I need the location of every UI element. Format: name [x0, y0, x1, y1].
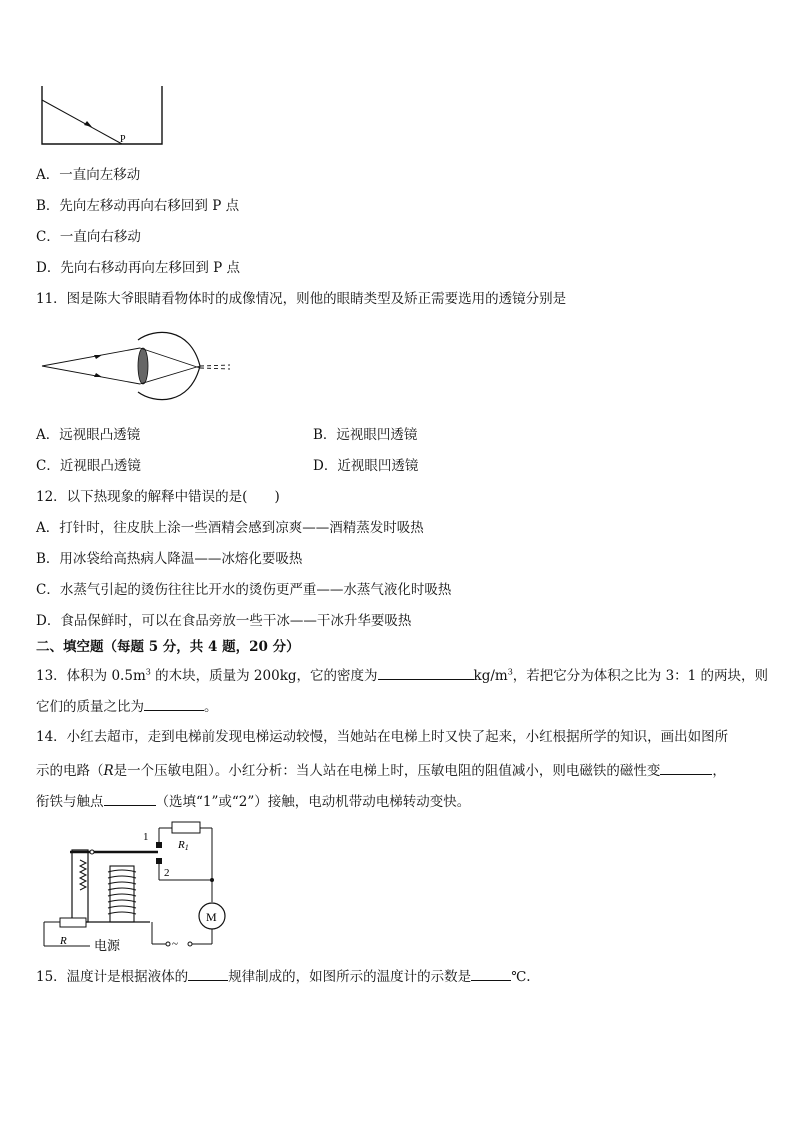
motor-label: M — [206, 910, 217, 924]
q13-part3: ，若把它分为体积之比为 3：1 的两块，则 — [512, 668, 769, 684]
q11-option-d: D．近视眼凹透镜 — [313, 458, 419, 474]
spring-icon — [80, 860, 86, 890]
ray-inner-lower — [140, 366, 200, 384]
q10-option-b: B．先向左移动再向右移回到 P 点 — [36, 198, 240, 214]
q14-contact-blank[interactable] — [104, 791, 156, 806]
ray-upper-arrow-icon — [94, 355, 102, 359]
q14-circuit-figure — [40, 818, 240, 953]
q13-mass-ratio-blank[interactable] — [144, 696, 204, 711]
point-p-label: P — [120, 134, 126, 145]
q10-option-a: A．一直向左移动 — [36, 167, 141, 183]
junction-dot — [210, 878, 214, 882]
ray-dashed-lower — [200, 365, 230, 366]
q12-stem: 12．以下热现象的解释中错误的是( ) — [36, 489, 280, 505]
q14-line2-c: ， — [712, 763, 726, 779]
q11-stem: 11．图是陈大爷眼睛看物体时的成像情况，则他的眼睛类型及矫正需要选用的透镜分别是 — [36, 291, 567, 307]
contact-1-icon — [156, 842, 162, 848]
q11-option-b: B．远视眼凹透镜 — [313, 427, 418, 443]
q13-line2-suffix: 。 — [204, 699, 218, 715]
ray-upper — [42, 348, 140, 366]
ac-symbol-icon: ~ — [172, 938, 178, 950]
q14-line1: 14．小红去超市，走到电梯前发现电梯运动较慢，当她站在电梯上时又快了起来，小红根据所学的知识，画出如图所 — [36, 729, 729, 745]
contact-1-label: 1 — [143, 831, 149, 843]
ray-arrow-icon — [84, 121, 92, 127]
q14-line3-a: 衔铁与触点 — [36, 794, 104, 810]
eye-lens-icon — [138, 348, 148, 384]
coil-icon — [108, 870, 136, 914]
contact-2-label: 2 — [164, 867, 170, 879]
q15-principle-blank[interactable] — [188, 966, 228, 981]
ray-lower-arrow-icon — [94, 373, 102, 377]
q10-figure — [36, 80, 171, 150]
resistor-r-label: R — [60, 935, 67, 947]
q13-line1 — [36, 665, 768, 685]
q11-option-c: C．近视眼凸透镜 — [36, 458, 141, 474]
q13-sup1: 3 — [145, 667, 151, 677]
resistor-r1-letter: R — [178, 839, 185, 851]
q13-line2-prefix: 它们的质量之比为 — [36, 699, 144, 715]
relay-iron-frame — [72, 850, 88, 922]
ray-inner-upper — [140, 348, 200, 368]
q13-sup2: 3 — [507, 667, 513, 677]
resistor-r1-subscript: 1 — [184, 843, 189, 852]
q14-magnetism-blank[interactable] — [660, 760, 712, 775]
q13-density-blank[interactable] — [378, 665, 474, 680]
armature-pivot — [90, 850, 94, 854]
q14-line2-r: R — [103, 763, 114, 779]
q13-part1: 13．体积为 0.5m — [36, 668, 146, 684]
ray-lower — [42, 366, 140, 384]
resistor-r-icon — [60, 918, 86, 927]
q15-c: ℃. — [511, 969, 531, 985]
q12-option-c: C．水蒸气引起的烫伤往往比开水的烫伤更严重——水蒸气液化时吸热 — [36, 582, 452, 598]
q15-b: 规律制成的，如图所示的温度计的示数是 — [228, 969, 472, 985]
q15-reading-blank[interactable] — [471, 966, 511, 981]
q13-part2: 的木块，质量为 200kg，它的密度为 — [150, 668, 378, 684]
contact-2-icon — [156, 858, 162, 864]
q13-unit: kg/m — [473, 668, 508, 684]
q14-line3-b: （选填“1”或“2”）接触，电动机带动电梯转动变快。 — [155, 794, 471, 810]
q14-line3 — [36, 791, 470, 811]
ray-dashed-upper — [200, 368, 230, 369]
q15-a: 15．温度计是根据液体的 — [36, 969, 189, 985]
power-source-label: 电源 — [94, 938, 121, 953]
resistor-r1-label — [177, 839, 189, 852]
ac-terminal-left — [166, 942, 170, 946]
q11-option-a: A．远视眼凸透镜 — [36, 427, 141, 443]
q10-option-c: C．一直向右移动 — [36, 229, 141, 245]
q11-eye-figure — [40, 322, 240, 412]
q14-line2 — [36, 760, 726, 780]
q12-option-a: A．打针时，往皮肤上涂一些酒精会感到凉爽——酒精蒸发时吸热 — [36, 520, 424, 536]
q14-line2-a: 示的电路（ — [36, 763, 104, 779]
section-title-fill-in: 二、填空题（每题 5 分，共 4 题，20 分） — [36, 639, 300, 655]
q12-option-d: D．食品保鲜时，可以在食品旁放一些干冰——干冰升华要吸热 — [36, 613, 412, 629]
q15-line — [36, 966, 531, 986]
ac-terminal-right — [188, 942, 192, 946]
light-ray — [42, 100, 122, 144]
q10-option-d: D．先向右移动再向左移回到 P 点 — [36, 260, 240, 276]
container-outline — [42, 86, 162, 144]
q13-line2 — [36, 696, 218, 716]
resistor-r1-icon — [172, 822, 200, 833]
q14-line2-b: 是一个压敏电阻）。小红分析：当人站在电梯上时，压敏电阻的阻值减小，则电磁铁的磁性变 — [113, 763, 661, 779]
q12-option-b: B．用冰袋给高热病人降温——冰熔化要吸热 — [36, 551, 303, 567]
